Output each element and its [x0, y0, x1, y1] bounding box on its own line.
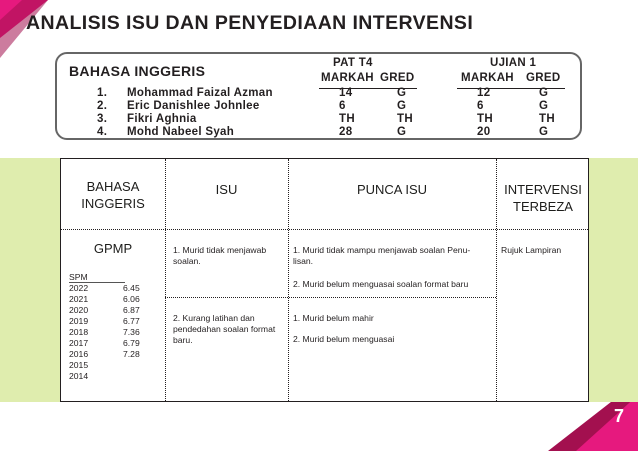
intervensi-text: Rujuk Lampiran	[501, 245, 562, 255]
student-name: Mohammad Faizal Azman	[127, 87, 273, 99]
ujian-gred-value: G	[539, 100, 549, 112]
pat-markah-value: TH	[339, 113, 355, 125]
gpmp-value: 7.36	[123, 327, 140, 337]
student-number: 1.	[97, 87, 108, 99]
header-intervensi	[496, 181, 590, 215]
student-number: 4.	[97, 126, 108, 138]
header-punca-isu: PUNCA ISU	[356, 182, 428, 197]
gpmp-year: 2022	[69, 283, 89, 293]
spm-label: SPM	[69, 272, 88, 282]
student-name: Eric Danishlee Johnlee	[127, 100, 260, 112]
gpmp-year: 2018	[69, 327, 89, 337]
pat-markah-value: 28	[339, 126, 353, 138]
pat-markah-value: 6	[339, 100, 346, 112]
gpmp-value: 6.06	[123, 294, 140, 304]
pat-gred-value: G	[397, 100, 407, 112]
subheader-pat-markah: MARKAH	[321, 72, 374, 84]
student-number: 3.	[97, 113, 108, 125]
punca-line: 1. Murid tidak mampu menjawab soalan Penu-	[293, 245, 471, 255]
header-row-divider	[61, 229, 588, 230]
ujian-markah-value: TH	[477, 113, 493, 125]
page-title: ANALISIS ISU DAN PENYEDIAAN INTERVENSI	[26, 12, 474, 34]
isu-line: soalan.	[173, 256, 201, 266]
gpmp-year: 2016	[69, 349, 89, 359]
ujian-markah-value: 6	[477, 100, 484, 112]
analysis-table	[60, 158, 589, 402]
student-row	[57, 113, 580, 127]
gpmp-year: 2021	[69, 294, 89, 304]
header-subject-line1: BAHASA	[86, 179, 140, 194]
gpmp-year: 2014	[69, 371, 89, 381]
isu-line: pendedahan soalan format	[173, 324, 276, 334]
punca-item: 2. Murid belum menguasai soalan format baru	[293, 279, 469, 289]
subheader-pat-gred: GRED	[380, 72, 415, 84]
group-header-pat-t4: PAT T4	[333, 57, 373, 69]
header-isu: ISU	[215, 182, 238, 197]
header-subject-line2: INGGERIS	[81, 196, 145, 211]
student-name: Fikri Aghnia	[127, 113, 197, 125]
punca-line: lisan.	[293, 256, 314, 266]
student-row	[57, 126, 580, 140]
summary-subject: BAHASA INGGERIS	[69, 63, 206, 79]
issue-row-divider	[165, 297, 496, 298]
isu-item	[173, 245, 266, 267]
header-subject	[61, 178, 165, 212]
ujian-markah-value: 20	[477, 126, 491, 138]
student-name: Mohd Nabeel Syah	[127, 126, 235, 138]
page-number: 7	[613, 406, 624, 426]
punca-item: 1. Murid belum mahir	[293, 313, 374, 323]
student-row	[57, 87, 580, 101]
subheader-ujian-markah: MARKAH	[461, 72, 514, 84]
ujian-gred-value: TH	[539, 113, 555, 125]
isu-item	[173, 313, 275, 346]
ujian-gred-value: G	[539, 87, 549, 99]
pat-gred-value: G	[397, 87, 407, 99]
student-number: 2.	[97, 100, 108, 112]
student-row	[57, 100, 580, 114]
isu-line: baru.	[173, 335, 193, 345]
gpmp-value: 6.87	[123, 305, 140, 315]
gpmp-value: 7.28	[123, 349, 140, 359]
gpmp-title: GPMP	[93, 241, 133, 256]
gpmp-year: 2019	[69, 316, 89, 326]
gpmp-value: 6.79	[123, 338, 140, 348]
ujian-gred-value: G	[539, 126, 549, 138]
gpmp-year: 2015	[69, 360, 89, 370]
header-intervensi-line1: INTERVENSI	[504, 182, 582, 197]
punca-item	[293, 245, 470, 267]
subheader-ujian-gred: GRED	[526, 72, 561, 84]
ujian-markah-value: 12	[477, 87, 491, 99]
header-intervensi-line2: TERBEZA	[513, 199, 573, 214]
gpmp-year: 2017	[69, 338, 89, 348]
group-header-ujian-1: UJIAN 1	[490, 57, 537, 69]
gpmp-value: 6.77	[123, 316, 140, 326]
gpmp-year: 2020	[69, 305, 89, 315]
student-summary-box	[55, 52, 582, 140]
isu-line: 2. Kurang latihan dan	[173, 313, 255, 323]
pat-markah-value: 14	[339, 87, 353, 99]
punca-item: 2. Murid belum menguasai	[293, 334, 395, 344]
pat-gred-value: G	[397, 126, 407, 138]
gpmp-value: 6.45	[123, 283, 140, 293]
pat-gred-value: TH	[397, 113, 413, 125]
isu-line: 1. Murid tidak menjawab	[173, 245, 267, 255]
